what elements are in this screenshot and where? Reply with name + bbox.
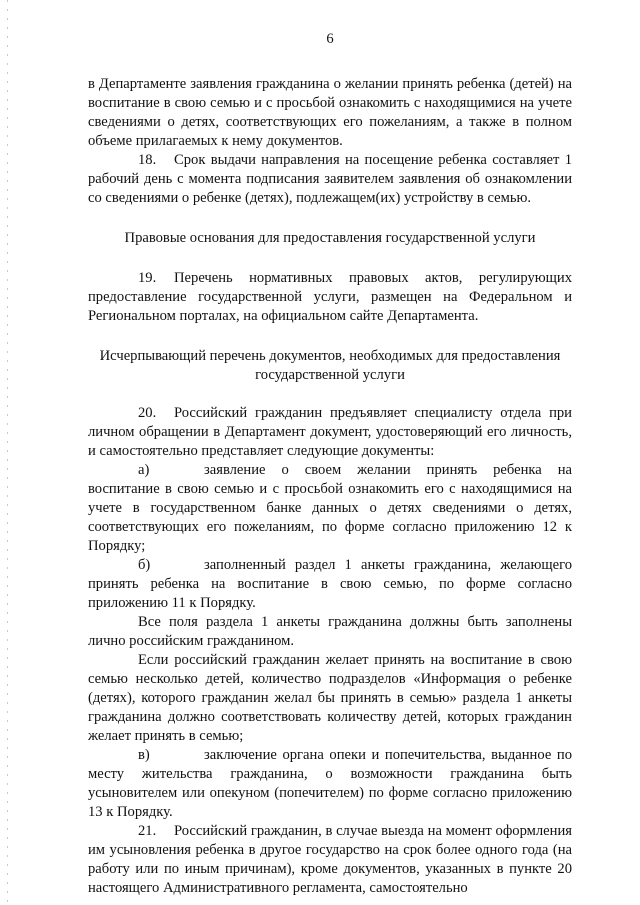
subparagraph-b bbox=[88, 556, 572, 613]
paragraph-continuation bbox=[88, 75, 572, 151]
paragraph-18-text: Срок выдачи направления на посещение ребенка составляет 1 рабочий день с момента подписания заявителем заявления об ознакомлении со сведениями о ребенке (детях), подлежащем(их) устройству в семью. bbox=[88, 152, 572, 206]
scan-edge-line bbox=[7, 0, 8, 905]
heading-legal-basis-text: Правовые основания для предоставления государственной услуги bbox=[124, 230, 536, 246]
heading-documents-list-line1: Исчерпывающий перечень документов, необходимых для предоставления bbox=[99, 348, 561, 364]
paragraph-18-number: 18. bbox=[138, 152, 157, 168]
paragraph-19 bbox=[88, 269, 572, 326]
subparagraph-v bbox=[88, 746, 572, 822]
paragraph-19-number: 19. bbox=[138, 270, 157, 286]
paragraph-fields bbox=[88, 613, 572, 651]
subparagraph-a-text: заявление о своем желании принять ребенка на воспитание в свою семью и с просьбой ознакомить его с находящимися на учете в государственном банке данных о детях сведениями о детях, соответствующих его пожеланиям, по форме согласно приложению 12 к Порядку; bbox=[88, 462, 572, 554]
subparagraph-v-letter: в) bbox=[138, 747, 150, 763]
paragraph-21 bbox=[88, 822, 572, 898]
paragraph-20-number: 20. bbox=[138, 405, 157, 421]
paragraph-continuation-text: в Департаменте заявления гражданина о желании принять ребенка (детей) на воспитание в свою семью и с просьбой ознакомить с находящимися на учете сведениями о детях, соответствующих его пожеланиям, а также в полном объеме прилагаемых к нему документов. bbox=[88, 76, 572, 149]
paragraph-21-text: Российский гражданин, в случае выезда на момент оформления им усыновления ребенка в другое государство на срок более одного года (на работу или по иным причинам), кроме документов, указанных в пункте 20 настоящего Административного регламента, самостоятельно bbox=[88, 823, 572, 896]
heading-documents-list-line2: государственной услуги bbox=[255, 367, 405, 383]
subparagraph-a bbox=[88, 461, 572, 556]
subparagraph-a-letter: а) bbox=[138, 462, 150, 478]
paragraph-20 bbox=[88, 404, 572, 461]
subparagraph-v-text: заключение органа опеки и попечительства, выданное по месту жительства гражданина, о возможности гражданина быть усыновителем или опекуном (попечителем) по форме согласно приложению 13 к Порядку. bbox=[88, 747, 572, 820]
document-page bbox=[88, 30, 572, 898]
subparagraph-b-text: заполненный раздел 1 анкеты гражданина, желающего принять ребенка на воспитание в свою семью, по форме согласно приложению 11 к Порядку. bbox=[88, 557, 572, 611]
subparagraph-b-letter: б) bbox=[138, 557, 151, 573]
paragraph-21-number: 21. bbox=[138, 823, 157, 839]
paragraph-several-children-text: Если российский гражданин желает принять на воспитание в свою семью несколько детей, количество подразделов «Информация о ребенке (детях), которого гражданин желал бы принять в семью» раздела 1 анкеты гражданина должно соответствовать количеству детей, которых гражданин желает принять в семью; bbox=[88, 652, 572, 744]
paragraph-18 bbox=[88, 151, 572, 208]
paragraph-several-children bbox=[88, 651, 572, 746]
heading-legal-basis bbox=[88, 229, 572, 248]
page-number: 6 bbox=[326, 31, 334, 47]
paragraph-20-text: Российский гражданин предъявляет специалисту отдела при личном обращении в Департамент документ, удостоверяющий его личность, и самостоятельно представляет следующие документы: bbox=[88, 405, 572, 459]
paragraph-fields-text: Все поля раздела 1 анкеты гражданина должны быть заполнены лично российским гражданином. bbox=[88, 614, 572, 649]
heading-documents-list bbox=[88, 347, 572, 385]
paragraph-19-text: Перечень нормативных правовых актов, регулирующих предоставление государственной услуги, размещен на Федеральном и Региональном порталах, на официальном сайте Департамента. bbox=[88, 270, 572, 324]
